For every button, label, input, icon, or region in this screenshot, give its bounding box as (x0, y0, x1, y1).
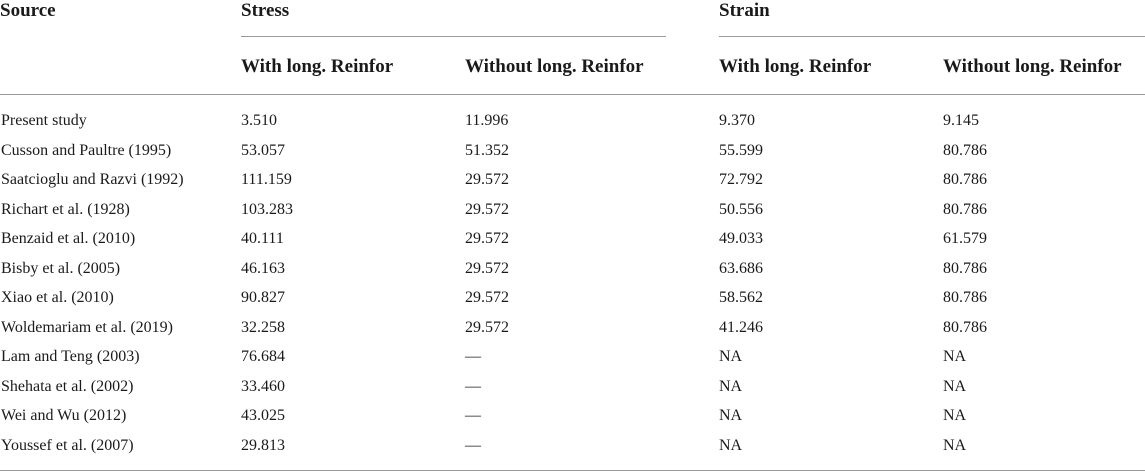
cell-strain-with: 55.599 (719, 141, 763, 159)
cell-strain-without: 80.786 (943, 171, 987, 188)
cell-source: Bisby et al. (2005) (1, 259, 121, 277)
header-source: Source (0, 0, 56, 21)
cell-source: Xiao et al. (2010) (1, 289, 114, 306)
cell-stress-without: — (465, 377, 481, 395)
cell-stress-without: 29.572 (465, 259, 509, 277)
cell-strain-with: 49.033 (719, 230, 763, 247)
cell-source: Saatcioglu and Razvi (1992) (1, 171, 184, 188)
cell-strain-with: 50.556 (719, 200, 763, 218)
cell-strain-with: 41.246 (719, 318, 763, 336)
cell-source: Present study (1, 112, 87, 129)
stress-group-rule (241, 36, 666, 37)
cell-source: Wei and Wu (2012) (1, 407, 127, 424)
cell-strain-without: 80.786 (943, 318, 987, 336)
cell-stress-without: 51.352 (465, 141, 509, 159)
cell-stress-without: — (465, 348, 481, 365)
cell-stress-without: — (465, 407, 481, 424)
cell-stress-without: 29.572 (465, 289, 509, 306)
cell-strain-without: NA (943, 377, 967, 395)
cell-stress-without: 29.572 (465, 200, 509, 218)
cell-stress-without: 29.572 (465, 171, 509, 188)
cell-stress-with: 90.827 (241, 289, 285, 306)
cell-stress-with: 40.111 (241, 230, 284, 247)
cell-source: Shehata et al. (2002) (1, 377, 134, 395)
subheader-stress-with: With long. Reinfor (241, 56, 394, 77)
cell-stress-with: 103.283 (241, 200, 293, 218)
cell-strain-without: 80.786 (943, 289, 987, 306)
cell-stress-with: 33.460 (241, 377, 285, 395)
cell-source: Woldemariam et al. (2019) (1, 318, 173, 336)
cell-strain-with: NA (719, 407, 743, 424)
cell-stress-with: 76.684 (241, 348, 285, 365)
cell-strain-without: NA (943, 436, 967, 454)
cell-source: Richart et al. (1928) (1, 200, 130, 218)
subheader-strain-without: Without long. Reinfor (943, 56, 1122, 77)
cell-strain-with: NA (719, 348, 743, 365)
cell-strain-with: NA (719, 377, 743, 395)
cell-stress-without: 29.572 (465, 318, 509, 336)
cell-stress-with: 3.510 (241, 112, 277, 129)
cell-strain-without: 80.786 (943, 259, 987, 277)
cell-stress-with: 53.057 (241, 141, 285, 159)
cell-strain-without: NA (943, 407, 967, 424)
subheader-strain-with: With long. Reinfor (719, 56, 872, 77)
cell-stress-without: — (465, 436, 481, 454)
cell-strain-with: 72.792 (719, 171, 763, 188)
cell-stress-with: 29.813 (241, 436, 285, 454)
cell-stress-with: 46.163 (241, 259, 285, 277)
cell-stress-with: 32.258 (241, 318, 285, 336)
header-stress: Stress (241, 0, 290, 21)
cell-stress-without: 11.996 (465, 112, 509, 129)
bottom-rule (0, 470, 1145, 471)
cell-strain-with: 63.686 (719, 259, 763, 277)
cell-strain-with: 58.562 (719, 289, 763, 306)
subheader-stress-without: Without long. Reinfor (465, 56, 644, 77)
header-strain: Strain (719, 0, 770, 21)
cell-strain-with: 9.370 (719, 112, 755, 129)
cell-stress-without: 29.572 (465, 230, 509, 247)
header-rule (0, 94, 1145, 95)
cell-strain-with: NA (719, 436, 743, 454)
strain-group-rule (719, 36, 1145, 37)
cell-stress-with: 43.025 (241, 407, 285, 424)
cell-strain-without: 80.786 (943, 200, 987, 218)
cell-strain-without: 61.579 (943, 230, 987, 247)
cell-source: Youssef et al. (2007) (1, 436, 134, 454)
cell-strain-without: 9.145 (943, 112, 979, 129)
cell-stress-with: 111.159 (241, 171, 292, 188)
cell-source: Lam and Teng (2003) (1, 348, 140, 365)
cell-source: Benzaid et al. (2010) (1, 230, 136, 247)
cell-source: Cusson and Paultre (1995) (1, 141, 172, 159)
cell-strain-without: NA (943, 348, 967, 365)
cell-strain-without: 80.786 (943, 141, 987, 159)
